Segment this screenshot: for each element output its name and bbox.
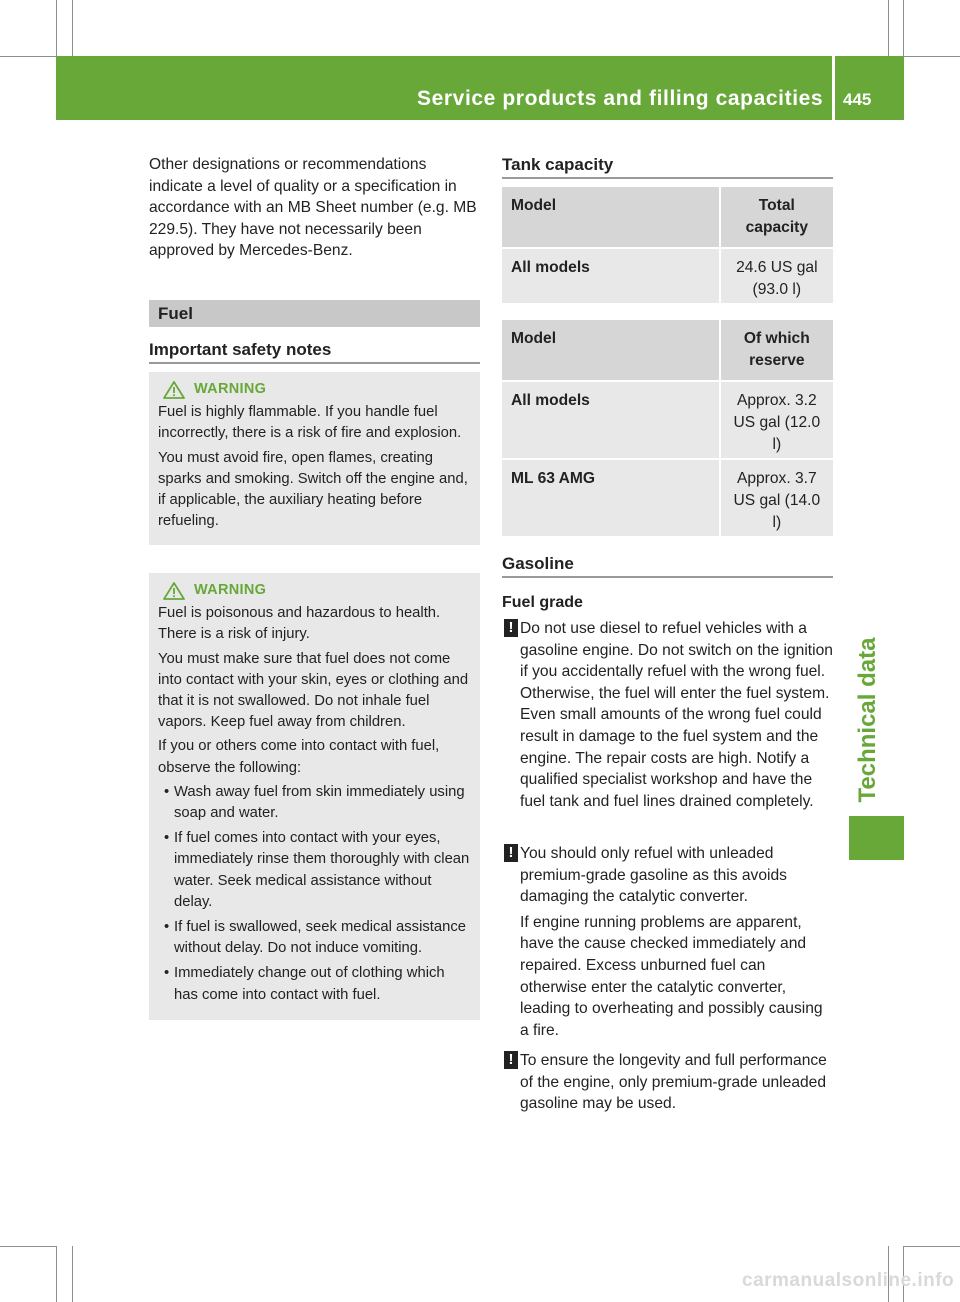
exclamation-icon: !: [504, 1051, 518, 1069]
crop-mark: [903, 0, 904, 56]
table-header-cell: Of which reserve: [721, 320, 833, 380]
table-header-row: [502, 320, 833, 380]
exclamation-icon: !: [504, 844, 518, 862]
notice-unleaded: [502, 843, 834, 1041]
watermark: carmanualsonline.info: [742, 1270, 955, 1291]
warning-text: You must make sure that fuel does not come into contact with your skin, eyes or clothing and that it is not swallowed. Do not inhale fuel vapors. Keep fuel away from children.: [158, 650, 469, 731]
warning-text: If you or others come into contact with fuel, observe the following:: [158, 738, 440, 776]
tank-capacity-title: Tank capacity: [502, 155, 614, 174]
subsection-title: Important safety notes: [149, 340, 332, 359]
list-item: • Immediately change out of clothing which has come into contact with fuel.: [158, 963, 472, 1005]
intro-paragraph: Other designations or recommendations indicate a level of quality or a specification in accordance with an MB Sheet number (e.g. MB 229.5). They have not necessarily been approved by Mercedes-Benz.: [149, 156, 477, 259]
table-header-row: [502, 187, 833, 247]
notice-premium: [502, 1050, 834, 1115]
notice-text: You should only refuel with unleaded premium-grade gasoline as this avoids damaging the catalytic converter.: [520, 845, 787, 906]
table-row: [502, 382, 833, 458]
warning-header: [158, 379, 472, 400]
crop-mark: [56, 1246, 57, 1302]
warning-triangle-icon: [163, 582, 185, 600]
warning-text: You must avoid fire, open flames, creating sparks and smoking. Switch off the engine and, if applicable, the auxiliary heating before refueling.: [158, 449, 468, 530]
first-aid-list: [158, 782, 472, 1006]
warning-text: Fuel is highly flammable. If you handle fuel incorrectly, there is a risk of fire and explosion.: [158, 404, 462, 442]
crop-mark: [56, 0, 57, 56]
notice-diesel: [502, 618, 834, 812]
warning-title: WARNING: [194, 582, 267, 598]
crop-mark: [0, 56, 56, 57]
total-capacity-table: [502, 187, 833, 303]
list-item: • If fuel comes into contact with your eyes, immediately rinse them thoroughly with clean water. Seek medical assistance without delay.: [158, 828, 472, 913]
exclamation-icon: !: [504, 619, 518, 637]
crop-mark: [0, 1246, 56, 1247]
warning-title: WARNING: [194, 381, 267, 397]
header-divider: [832, 56, 835, 120]
crop-mark: [904, 1246, 960, 1247]
fuel-grade-title: Fuel grade: [502, 594, 583, 611]
page-title: Service products and filling capacities: [417, 87, 824, 110]
heading-rule: [502, 177, 833, 179]
list-item: • If fuel is swallowed, seek medical assistance without delay. Do not induce vomiting.: [158, 917, 472, 959]
table-cell: ML 63 AMG: [502, 460, 719, 536]
heading-rule: [149, 362, 480, 364]
crop-mark: [72, 0, 73, 56]
warning-text: Fuel is poisonous and hazardous to health. There is a risk of injury.: [158, 605, 441, 643]
page-number: 445: [843, 90, 872, 109]
table-row: [502, 460, 833, 536]
section-title: Fuel: [158, 304, 193, 323]
notice-text: If engine running problems are apparent, have the cause checked immediately and repaired. Excess unburned fuel can otherwise enter the catalytic converter, leading to overheating and possibly causing a fire.: [520, 913, 823, 1039]
chapter-tab-label: Technical data: [854, 637, 881, 803]
gasoline-title: Gasoline: [502, 554, 574, 573]
table-cell: All models: [502, 382, 719, 458]
warning-triangle-icon: [163, 381, 185, 399]
warning-box-poisonous: [149, 573, 480, 1020]
crop-mark: [888, 0, 889, 56]
table-cell: Approx. 3.7 US gal (14.0 l): [721, 460, 833, 536]
table-row: [502, 249, 833, 303]
notice-text: To ensure the longevity and full performance of the engine, only premium-grade unleaded gasoline may be used.: [520, 1052, 827, 1113]
crop-mark: [904, 56, 960, 57]
notice-text: Do not use diesel to refuel vehicles with a gasoline engine. Do not switch on the ignition if you accidentally refuel with the wrong fuel. Otherwise, the fuel will enter the fuel system. Even small amounts of the wrong fuel could result in damage to the fuel system and the engine. The repair costs are high. Notify a qualified specialist workshop and have the fuel tank and fuel lines drained completely.: [520, 620, 833, 810]
table-cell: Approx. 3.2 US gal (12.0 l): [721, 382, 833, 458]
warning-box-flammable: [149, 372, 480, 545]
reserve-capacity-table: [502, 320, 833, 536]
heading-rule: [502, 576, 833, 578]
table-header-cell: Model: [502, 187, 719, 247]
warning-header: [158, 580, 472, 601]
table-cell: 24.6 US gal (93.0 l): [721, 249, 833, 303]
table-cell: All models: [502, 249, 719, 303]
chapter-tab-marker: [849, 816, 904, 860]
section-bar-fuel: [149, 300, 480, 327]
table-header-cell: Total capacity: [721, 187, 833, 247]
list-item: • Wash away fuel from skin immediately using soap and water.: [158, 782, 472, 824]
table-header-cell: Model: [502, 320, 719, 380]
crop-mark: [72, 1246, 73, 1302]
